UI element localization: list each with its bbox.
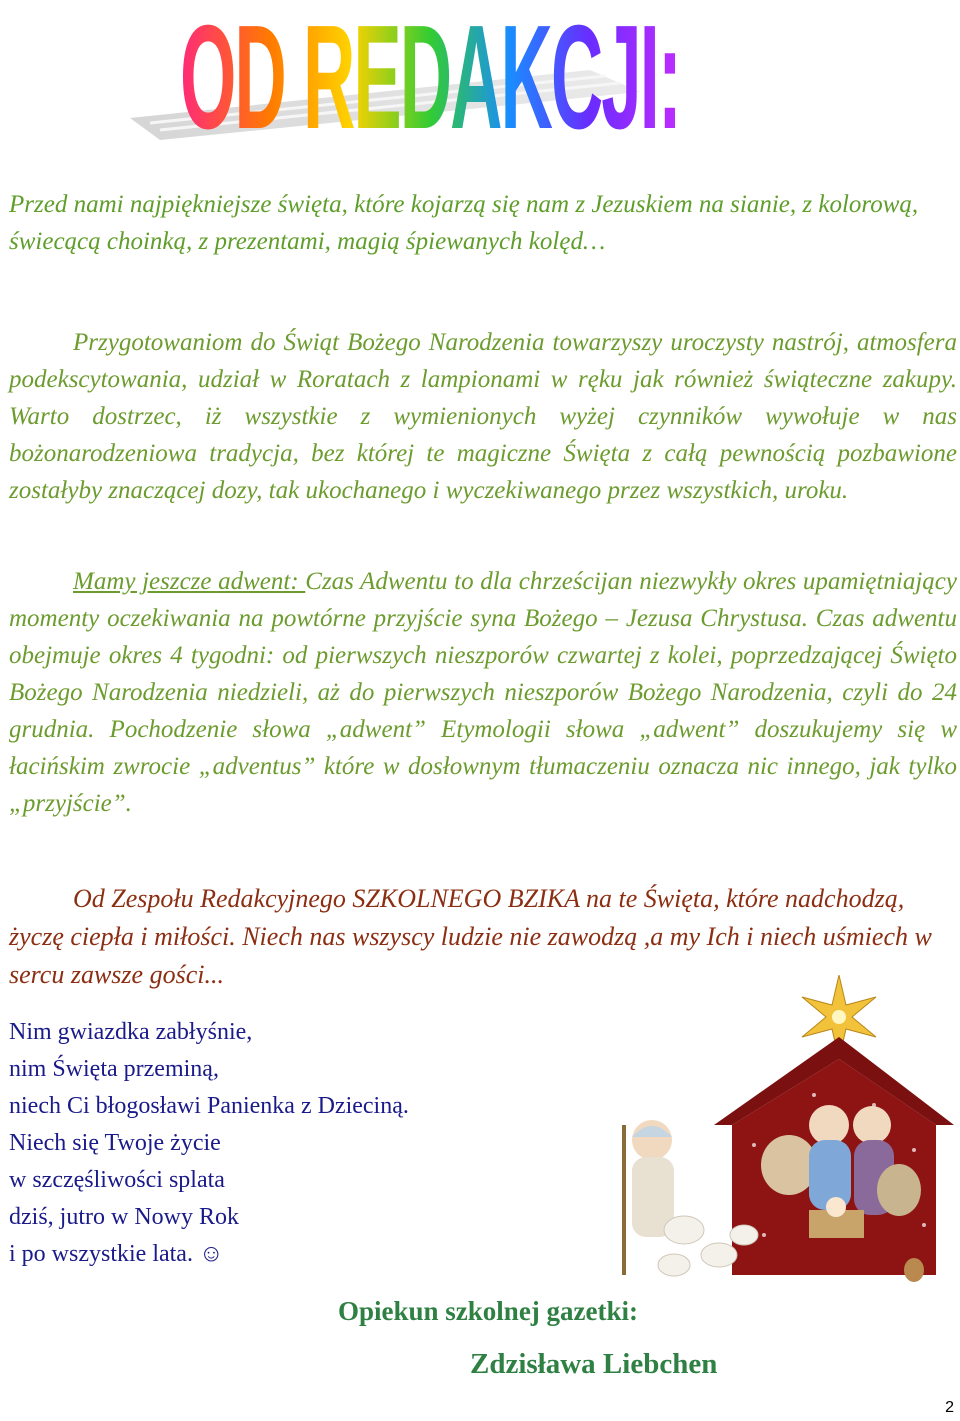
intro-paragraph: Przed nami najpiękniejsze święta, które kojarzą się nam z Jezuskiem na sianie, z kolorową, świecącą choinką, z prezentami, magią śpiewanych kolęd… [9, 191, 919, 255]
poem-line: dziś, jutro w Nowy Rok [9, 1204, 239, 1230]
poem [9, 1014, 409, 1273]
advent-paragraph [9, 563, 957, 822]
signature-label: Opiekun szkolnej gazetki: [338, 1296, 639, 1326]
poem-line: Niech się Twoje życie [9, 1130, 221, 1156]
advent-text: Czas Adwentu to dla chrześcijan niezwykły okres upamiętniający momenty oczekiwania na powtórne przyjście syna Bożego – Jezusa Chrystusa. Czas adwentu obejmuje okres 4 tygodni: od pierwszych nieszporów czwartej z kolei, poprzedzającej Święto Bożego Narodzenia niedzieli, aż do pierwszych nieszporów Bożego Narodzenia, czyli do 24 grudnia. Pochodzenie słowa „adwent” Etymologii słowa „adwent” doszukujemy się w łacińskim zwrocie „adventus” które w dosłownym tłumaczeniu oznacza nic innego, jak tylko „przyjście”. [9, 568, 957, 817]
ox [761, 1135, 817, 1195]
title-wordart [120, 0, 700, 150]
poem-line: nim Święta przeminą, [9, 1056, 219, 1082]
poem-line: niech Ci błogosławi Panienka z Dzieciną. [9, 1093, 409, 1119]
page-title: OD REDAKCJI: [180, 0, 680, 150]
donkey [877, 1164, 921, 1216]
advent-lead: Mamy jeszcze adwent: [73, 568, 306, 595]
poem-line: i po wszystkie lata. ☺ [9, 1241, 224, 1267]
preparations-paragraph [9, 324, 957, 509]
page-number: 2 [945, 1399, 954, 1416]
preparations-text: Przygotowaniom do Świąt Bożego Narodzenia towarzyszy uroczysty nastrój, atmosfera podekscytowania, udział w Roratach z lampionami w ręku jak również świąteczne zakupy. Warto dostrzec, iż wszystkie z wymienionych wyżej czynników wywołuje w nas bożonarodzeniowa tradycja, bez której te magiczne Święta z całą pewnością pozbawione zostałyby znaczącej dozy, tak ukochanego i wyczekiwanego przez wszystkich, uroku. [9, 329, 957, 504]
wishes-text: Od Zespołu Redakcyjnego SZKOLNEGO BZIKA na te Święta, które nadchodzą, życzę ciepła i miłości. Niech nas wszyscy ludzie nie zawodzą ,a my Ich i niech uśmiech w sercu zawsze gości... [9, 884, 932, 989]
nativity-svg [614, 975, 954, 1295]
title-svg [120, 0, 700, 150]
signature-name: Zdzisława Liebchen [470, 1348, 718, 1380]
poem-line: w szczęśliwości splata [9, 1167, 225, 1193]
poem-line: Nim gwiazdka zabłyśnie, [9, 1019, 253, 1045]
nativity-illustration [614, 975, 954, 1295]
